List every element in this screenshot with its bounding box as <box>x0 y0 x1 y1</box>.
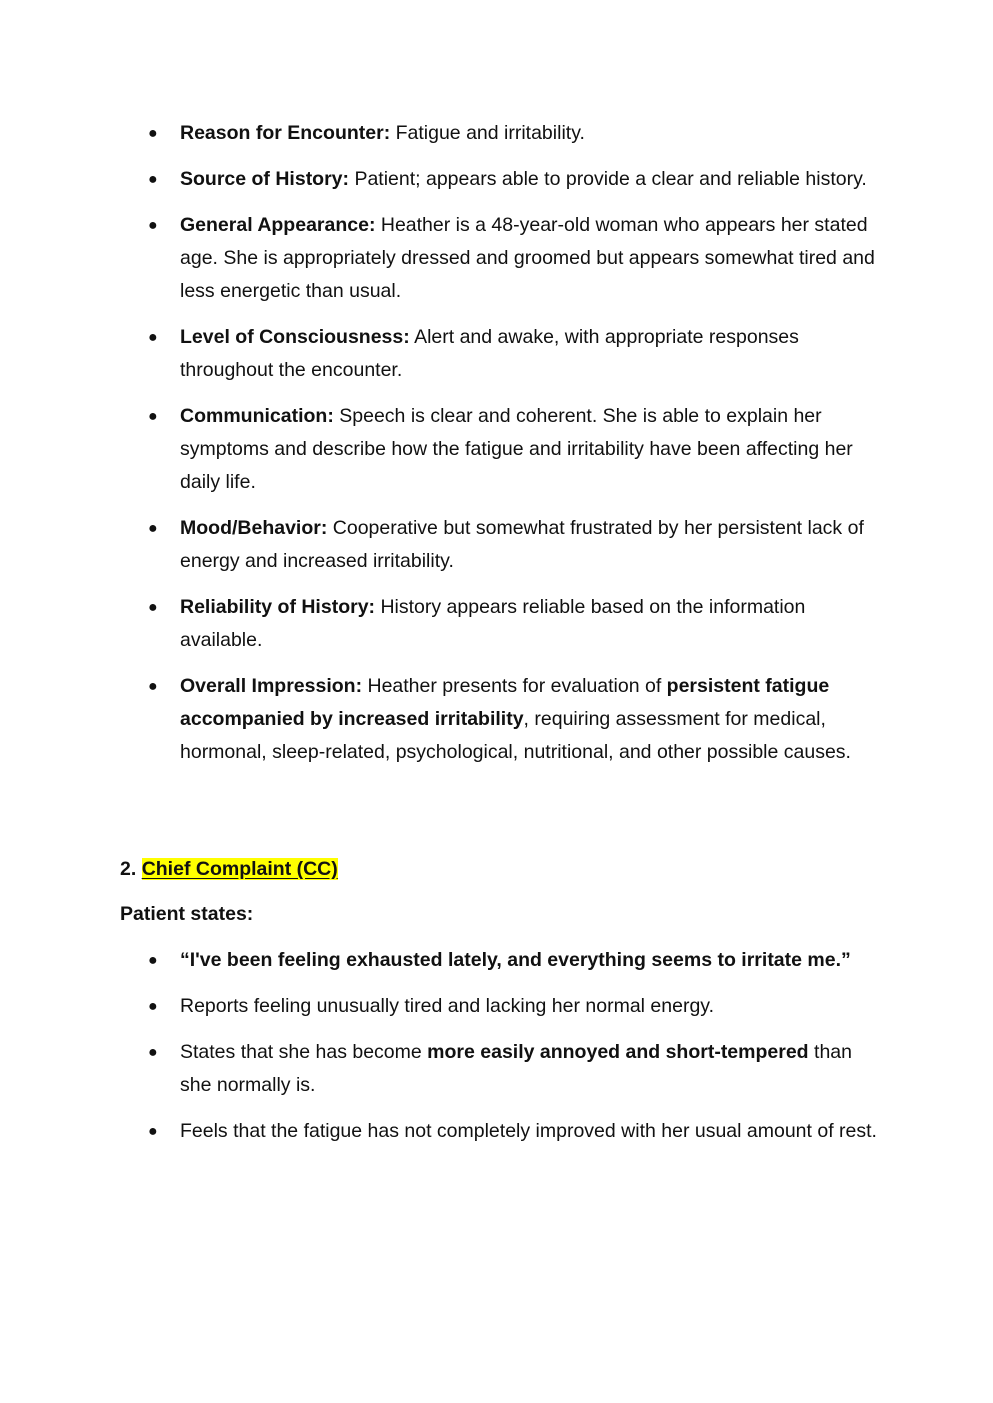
item-text: Patient; appears able to provide a clear and reliable history. <box>349 168 867 190</box>
list-item <box>0 400 880 499</box>
item-label: Reason for Encounter: <box>180 122 391 144</box>
list-item <box>0 117 880 150</box>
item-text: Reports feeling unusually tired and lacking her normal energy. <box>180 995 715 1017</box>
bullet-icon: ● <box>148 125 158 142</box>
patient-states-label: Patient states: <box>120 903 254 925</box>
item-text: Fatigue and irritability. <box>390 122 585 144</box>
list-item <box>0 163 880 196</box>
list-item <box>0 321 880 387</box>
item-text: than she normally is. <box>180 1041 852 1096</box>
bullet-icon: ● <box>148 998 158 1015</box>
item-text: History appears reliable based on the information available. <box>180 596 806 651</box>
bullet-icon: ● <box>148 520 158 537</box>
bullet-icon: ● <box>148 599 158 616</box>
item-text: Feels that the fatigue has not completely improved with her usual amount of rest. <box>180 1120 877 1142</box>
item-label: Communication: <box>180 405 334 427</box>
bullet-icon: ● <box>148 217 158 234</box>
item-label: General Appearance: <box>180 214 376 236</box>
item-label: Reliability of History: <box>180 596 376 618</box>
item-emphasis: persistent fatigue accompanied by increased irritability <box>180 675 830 730</box>
item-text: , requiring assessment for medical, hormonal, sleep-related, psychological, nutritional, and other possible causes. <box>180 708 851 763</box>
section-number: 2. <box>120 858 142 880</box>
bullet-icon: ● <box>148 171 158 188</box>
item-text: Cooperative but somewhat frustrated by her persistent lack of energy and increased irritability. <box>180 517 864 572</box>
bullet-icon: ● <box>148 952 158 969</box>
item-label: Level of Consciousness: <box>180 326 410 348</box>
list-item <box>0 990 880 1023</box>
item-label: Mood/Behavior: <box>180 517 328 539</box>
section-title: Chief Complaint (CC) <box>141 858 338 880</box>
item-text: Speech is clear and coherent. She is able to explain her symptoms and describe how the fatigue and irritability have been affecting her daily life. <box>180 405 853 493</box>
item-text: Heather presents for evaluation of <box>362 675 667 697</box>
list-item <box>0 209 880 308</box>
list-item <box>0 944 880 977</box>
bullet-icon: ● <box>148 329 158 346</box>
chief-complaint-list <box>0 944 993 1161</box>
section-heading-chief-complaint <box>120 853 338 885</box>
item-label: Source of History: <box>180 168 350 190</box>
list-item <box>0 1036 880 1102</box>
list-item <box>0 670 880 769</box>
list-item <box>0 1115 880 1148</box>
list-item <box>0 591 880 657</box>
item-label: Overall Impression: <box>180 675 363 697</box>
bullet-icon: ● <box>148 408 158 425</box>
item-text: Alert and awake, with appropriate responses throughout the encounter. <box>180 326 799 381</box>
item-text: States that she has become <box>180 1041 428 1063</box>
item-emphasis: more easily annoyed and short-tempered <box>427 1041 809 1063</box>
bullet-icon: ● <box>148 1123 158 1140</box>
list-item <box>0 512 880 578</box>
encounter-details-list <box>0 117 993 782</box>
bullet-icon: ● <box>148 1044 158 1061</box>
item-text: Heather is a 48-year-old woman who appears her stated age. She is appropriately dressed and groomed but appears somewhat tired and less energetic than usual. <box>180 214 875 302</box>
bullet-icon: ● <box>148 678 158 695</box>
patient-quote: “I've been feeling exhausted lately, and everything seems to irritate me.” <box>180 949 851 971</box>
